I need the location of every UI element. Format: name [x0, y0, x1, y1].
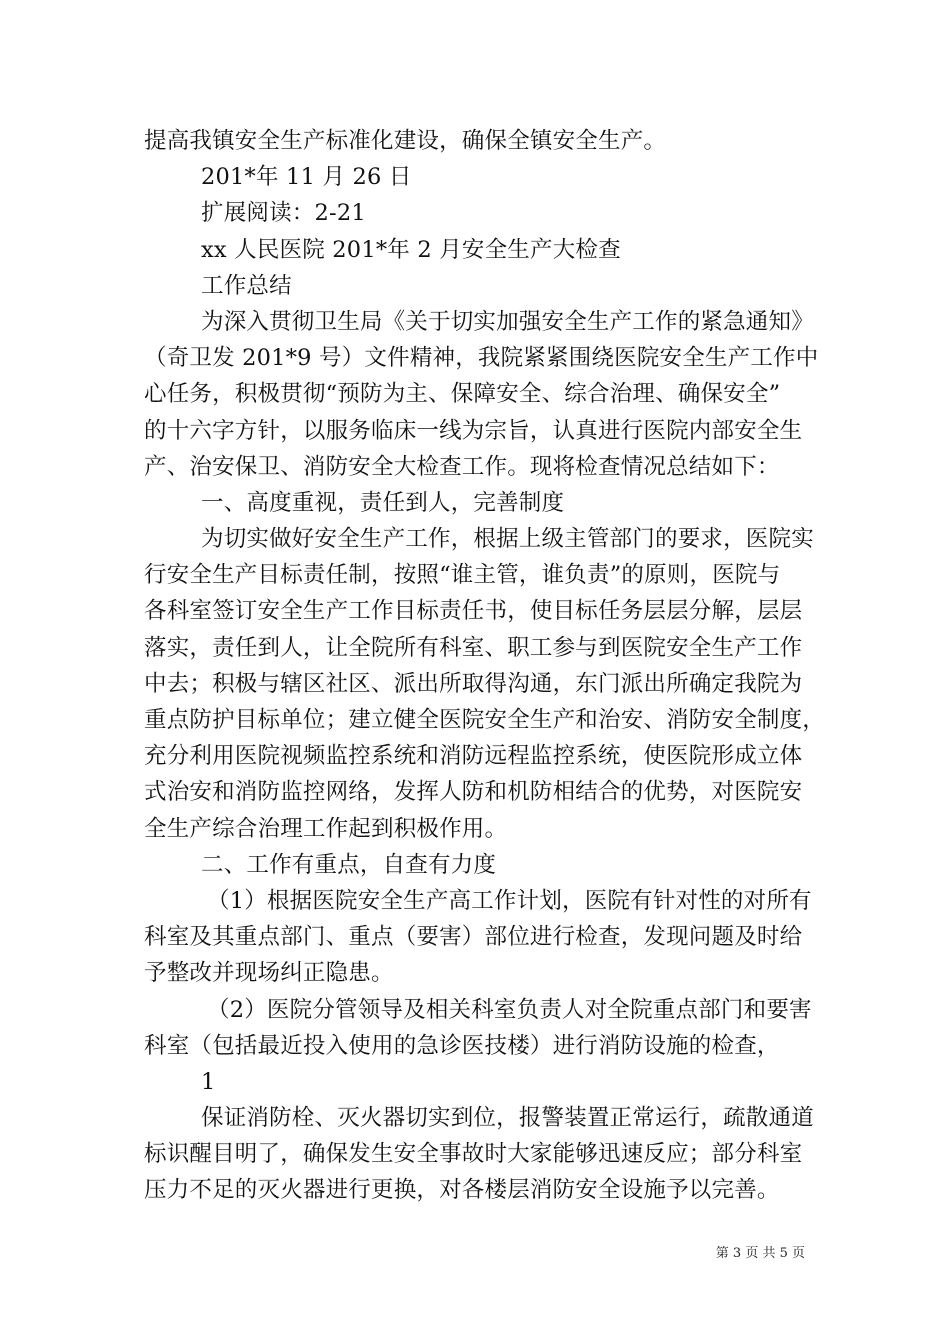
- section-title-cont: 工作总结: [201, 272, 292, 299]
- date-line: 201*年 11 月 26 日: [201, 164, 412, 191]
- text-line: （1）根据医院安全生产高工作计划，医院有针对性的对所有: [207, 887, 812, 914]
- text-line: （2）医院分管领导及相关科室负责人对全院重点部门和要害: [207, 996, 812, 1023]
- text-line: 的十六字方针，以服务临床一线为宗旨，认真进行医院内部安全生: [144, 417, 803, 444]
- text-line: 重点防护目标单位；建立健全医院安全生产和治安、消防安全制度，: [144, 707, 826, 733]
- text-line: （奇卫发 201*9 号）文件精神，我院紧紧围绕医院安全生产工作中: [144, 345, 819, 372]
- text-line: 式治安和消防监控网络，发挥人防和机防相结合的优势，对医院安: [144, 779, 803, 806]
- text-line: 压力不足的灭火器进行更换，对各楼层消防安全设施予以完善。: [144, 1177, 780, 1204]
- text-line: 科室及其重点部门、重点（要害）部位进行检查，发现问题及时给: [144, 924, 803, 951]
- text-line: 保证消防栓、灭火器切实到位，报警装置正常运行，疏散通道: [201, 1105, 814, 1132]
- text-line: 予整改并现场纠正隐患。: [144, 960, 394, 987]
- extended-reading-label: 扩展阅读：2-21: [201, 200, 366, 227]
- heading-1: 一、高度重视，责任到人，完善制度: [201, 489, 565, 516]
- text-line: 落实，责任到人，让全院所有科室、职工参与到医院安全生产工作: [144, 634, 803, 661]
- text-line: 行安全生产目标责任制，按照“谁主管，谁负责”的原则，医院与: [144, 562, 781, 589]
- text-line: 为切实做好安全生产工作，根据上级主管部门的要求，医院实: [201, 526, 814, 553]
- inline-page-number: 1: [201, 1068, 216, 1095]
- text-line: 中去；积极与辖区社区、派出所取得沟通，东门派出所确定我院为: [144, 670, 803, 697]
- text-line: 全生产综合治理工作起到积极作用。: [144, 815, 508, 842]
- text-line: 产、治安保卫、消防安全大检查工作。现将检查情况总结如下：: [144, 453, 780, 480]
- text-line: 标识醒目明了，确保发生安全事故时大家能够迅速反应；部分科室: [144, 1141, 803, 1168]
- section-title: xx 人民医院 201*年 2 月安全生产大检查: [201, 236, 621, 263]
- text-line: 科室（包括最近投入使用的急诊医技楼）进行消防设施的检查，: [144, 1032, 780, 1059]
- page-footer: 第 3 页 共 5 页: [715, 1246, 805, 1261]
- text-line: 各科室签订安全生产工作目标责任书，使目标任务层层分解，层层: [144, 598, 803, 625]
- text-line: 提高我镇安全生产标准化建设，确保全镇安全生产。: [144, 128, 667, 154]
- document-body: [144, 123, 826, 1209]
- text-line: 心任务，积极贯彻“预防为主、保障安全、综合治理、确保安全”: [144, 381, 781, 408]
- text-line: 为深入贯彻卫生局《关于切实加强安全生产工作的紧急通知》: [201, 308, 814, 335]
- heading-2: 二、工作有重点，自查有力度: [201, 851, 497, 878]
- text-line: 充分利用医院视频监控系统和消防远程监控系统，使医院形成立体: [144, 743, 803, 770]
